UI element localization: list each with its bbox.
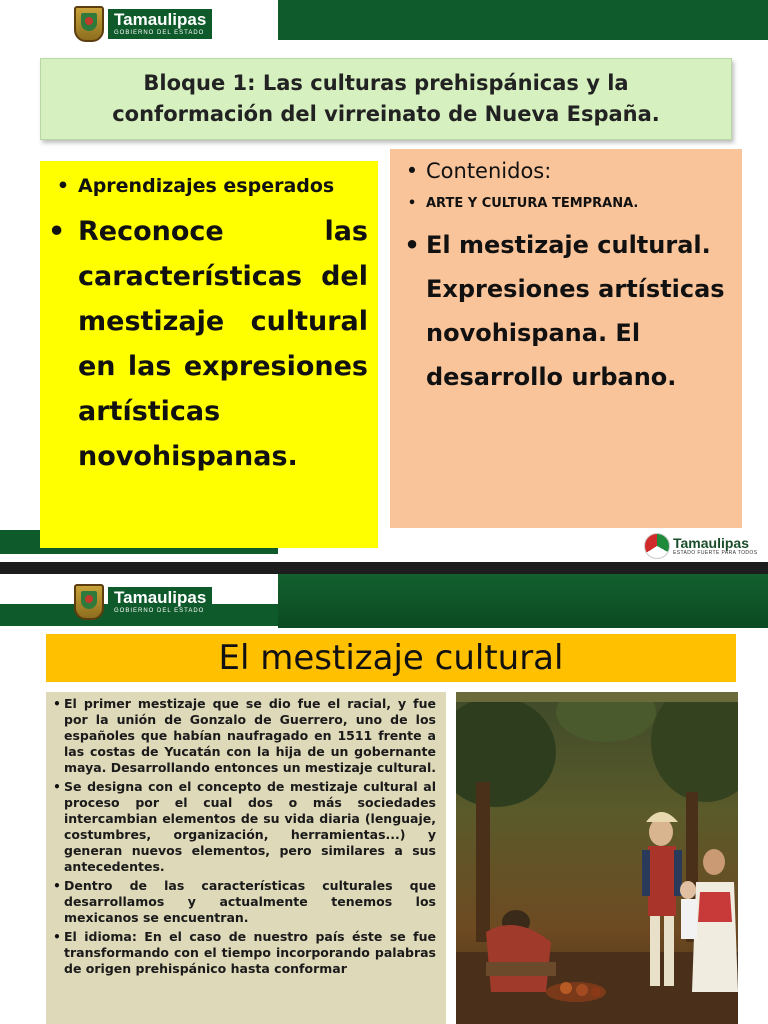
contents-text: El mestizaje cultural. Expresiones artísticas novohispana. El desarrollo urbano. xyxy=(426,231,725,391)
list-item xyxy=(398,195,734,213)
contents-subheading: ARTE Y CULTURA TEMPRANA. xyxy=(426,196,639,211)
bullet-text: Dentro de las características culturales que desarrollamos y actualmente tenemos los mexicanos se encuentran. xyxy=(64,878,436,925)
logo-subtitle: GOBIERNO DEL ESTADO xyxy=(114,30,205,36)
footer-logo-name: Tamaulipas xyxy=(673,534,749,551)
tamaulipas-footer-logo xyxy=(644,533,757,559)
painting-illustration xyxy=(456,692,738,1024)
contents-box xyxy=(390,149,742,528)
contents-heading: Contenidos: xyxy=(426,159,552,183)
slide-title: El mestizaje cultural xyxy=(46,634,736,682)
list-item xyxy=(50,779,436,875)
bullet-icon: • xyxy=(405,159,419,183)
bullet-icon: • xyxy=(56,175,70,197)
coat-of-arms-icon xyxy=(74,584,104,620)
list-item xyxy=(398,157,734,185)
text-box xyxy=(46,692,446,1024)
tamaulipas-logo xyxy=(74,6,212,42)
logo-name: Tamaulipas xyxy=(114,588,207,607)
bullet-icon: • xyxy=(404,231,420,259)
footer-logo-subtitle: ESTADO FUERTE PARA TODOS xyxy=(673,549,758,556)
bullet-icon: • xyxy=(48,216,66,247)
flag-swirl-icon xyxy=(644,533,670,559)
list-item xyxy=(398,223,734,399)
casta-painting-image xyxy=(456,692,738,1024)
header-bar xyxy=(278,574,768,628)
bullet-text: El idioma: En el caso de nuestro país éste se fue transformando con el tiempo incorporando palabras de origen prehispánico hasta conformar xyxy=(64,929,436,976)
bullet-icon: • xyxy=(53,780,61,794)
learning-outcomes-box xyxy=(40,161,378,548)
list-item xyxy=(48,209,368,479)
learning-text: Reconoce las características del mestizaje cultural en las expresiones artísticas novohispanas. xyxy=(78,216,368,472)
title-line-2: conformación del virreinato de Nueva España. xyxy=(112,102,660,126)
bullet-icon: • xyxy=(53,930,61,944)
title-line-1: Bloque 1: Las culturas prehispánicas y la xyxy=(143,71,629,95)
list-item xyxy=(48,173,368,199)
tamaulipas-logo xyxy=(74,584,212,620)
bullet-text: El primer mestizaje que se dio fue el racial, y fue por la unión de Gonzalo de Guerrero, uno de los españoles que habían naufragado en 1511 frente a las costas de Yucatán con la hija de un gobernante maya. Desarrollando entonces un mestizaje cultural. xyxy=(64,696,436,775)
list-item xyxy=(50,929,436,977)
logo-name: Tamaulipas xyxy=(114,10,207,29)
slide-title xyxy=(40,58,732,140)
bullet-icon: • xyxy=(53,697,61,711)
bullet-icon: • xyxy=(407,196,417,211)
list-item xyxy=(50,696,436,776)
list-item xyxy=(50,878,436,926)
bullet-text: Se designa con el concepto de mestizaje cultural al proceso por el cual dos o más sociedades intercambian elementos de su vida diaria (lenguaje, costumbres, organización, herramientas...) y generan nuevos elementos, pero similares a sus antecedentes. xyxy=(64,779,436,874)
logo-subtitle: GOBIERNO DEL ESTADO xyxy=(114,608,205,614)
coat-of-arms-icon xyxy=(74,6,104,42)
slide-2 xyxy=(0,574,768,1024)
bullet-icon: • xyxy=(53,879,61,893)
header-bar xyxy=(278,0,768,40)
slide-divider xyxy=(0,562,768,574)
learning-heading: Aprendizajes esperados xyxy=(78,175,335,197)
